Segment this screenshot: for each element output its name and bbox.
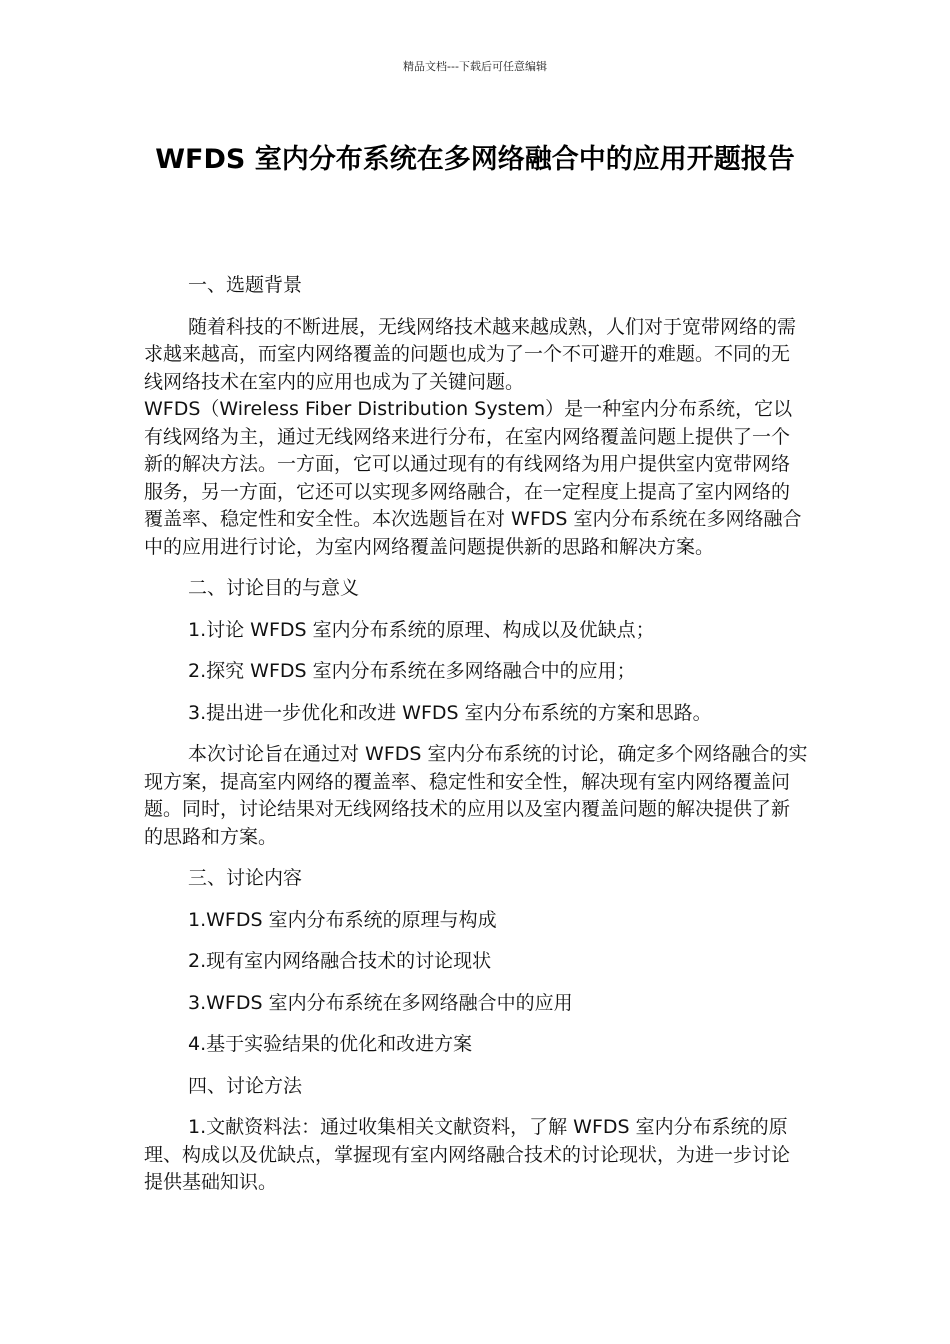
paragraph-method-1: 1.文献资料法：通过收集相关文献资料，了解 WFDS 室内分布系统的原理、构成以及优缺点，掌握现有室内网络融合技术的讨论现状，为进一步讨论提供基础知识。 (144, 1116, 791, 1193)
list-item-content-3: 3.WFDS 室内分布系统在多网络融合中的应用 (188, 991, 573, 1014)
list-item-content-1: 1.WFDS 室内分布系统的原理与构成 (188, 908, 497, 931)
section-heading-method: 四、讨论方法 (188, 1074, 303, 1097)
section-heading-purpose: 二、讨论目的与意义 (188, 577, 360, 599)
document-title: WFDS 室内分布系统在多网络融合中的应用开题报告 (155, 144, 795, 175)
list-item-content-4: 4.基于实验结果的优化和改进方案 (188, 1033, 473, 1055)
header-note: 精品文档---下载后可任意编辑 (403, 60, 547, 73)
section-heading-content: 三、讨论内容 (188, 867, 303, 889)
paragraph-background-2: WFDS（Wireless Fiber Distribution System）是一种室内分布系统，它以有线网络为主，通过无线网络来进行分布，在室内网络覆盖问题上提供了一个新的解决方法。一方面，它可以通过现有的有线网络为用户提供室内宽带网络服务，另一方面，它还可以实现多网络融合，在一定程度上提高了室内网络的覆盖率、稳定性和安全性。本次选题旨在对 WFDS 室内分布系统在多网络融合中的应用进行讨论，为室内网络覆盖问题提供新的思路和解决方案。 (144, 398, 802, 558)
list-item-content-2: 2.现有室内网络融合技术的讨论现状 (188, 950, 492, 972)
paragraph-purpose: 本次讨论旨在通过对 WFDS 室内分布系统的讨论，确定多个网络融合的实现方案，提高室内网络的覆盖率、稳定性和安全性，解决现有室内网络覆盖问题。同时，讨论结果对无线网络技术的应用以及室内覆盖问题的解决提供了新的思路和方案。 (144, 743, 808, 848)
section-heading-background: 一、选题背景 (188, 274, 303, 296)
document-body (144, 272, 808, 1197)
list-item-purpose-2: 2.探究 WFDS 室内分布系统在多网络融合中的应用； (188, 660, 636, 682)
list-item-purpose-1: 1.讨论 WFDS 室内分布系统的原理、构成以及优缺点； (188, 618, 655, 641)
list-item-purpose-3: 3.提出进一步优化和改进 WFDS 室内分布系统的方案和思路。 (188, 701, 712, 724)
paragraph-background-1: 随着科技的不断进展，无线网络技术越来越成熟，人们对于宽带网络的需求越来越高，而室内网络覆盖的问题也成为了一个不可避开的难题。不同的无线网络技术在室内的应用也成为了关键问题。 (144, 315, 797, 393)
